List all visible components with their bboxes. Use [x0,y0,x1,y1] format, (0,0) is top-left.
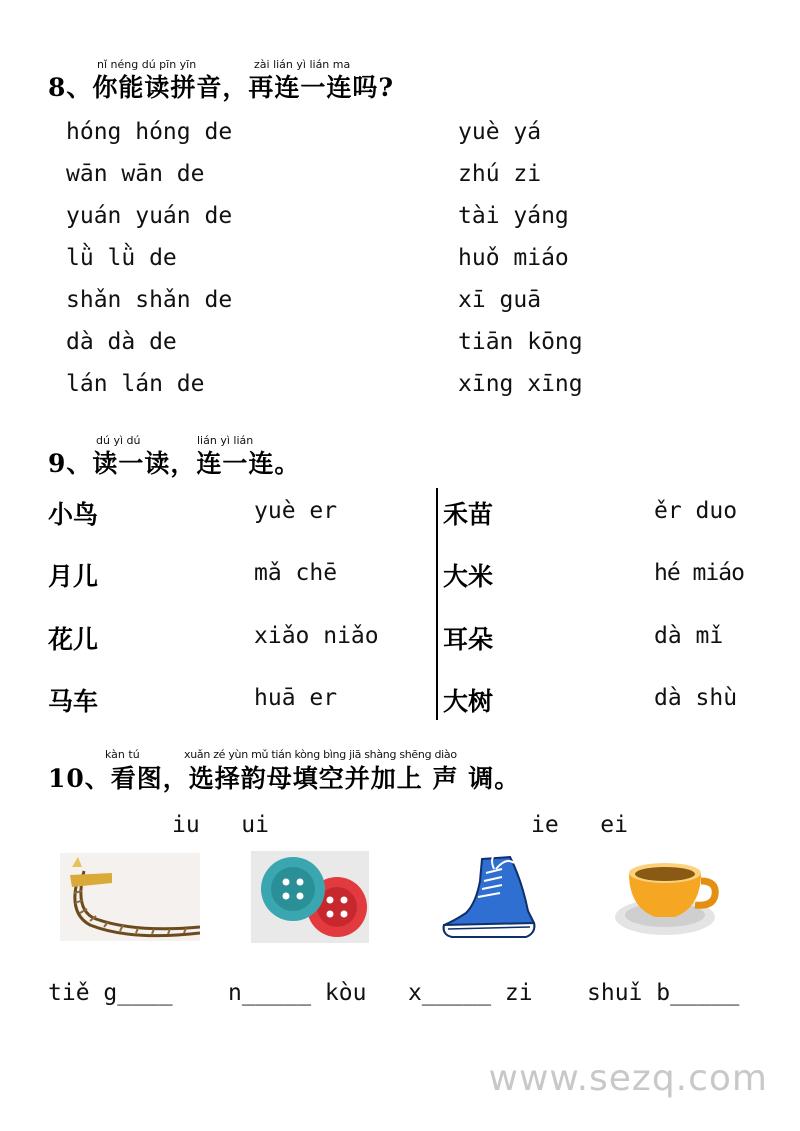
railway-track-icon [60,853,200,941]
q9-hanzi-right: 大树 [443,687,494,716]
q9-hanzi-left: 月儿 [48,562,99,591]
teacup-icon [615,851,719,941]
q9-pinyin-right: dà shù [654,685,738,711]
q8-right-item: xī guā [458,287,542,313]
q9-pinyin-left: mǎ chē [254,560,338,586]
sneaker-icon [440,851,540,941]
q9-hanzi-right: 禾苗 [443,500,494,529]
buttons-icon [251,851,369,943]
q10-options-right: ie ei [531,812,628,838]
q8-pinyin-a: nǐ néng dú pīn yīn [97,58,197,71]
watermark: www.sezq.com [488,1058,768,1099]
q9-hanzi-left: 马车 [48,687,99,716]
q9-hanzi-right: 大米 [443,562,494,591]
q9-pinyin-b: lián yì lián [197,434,254,447]
q9-title: 9、读一读，连一连。 [48,449,301,478]
q9-hanzi-left: 花儿 [48,625,99,654]
q8-right-item: zhú zi [458,161,542,187]
q10-blank-2: n_____ kòu [228,980,367,1006]
q10-title: 10、看图，选择韵母填空并加上 声 调。 [48,764,521,793]
q9-hanzi-left: 小鸟 [48,500,99,529]
q10-pinyin-b: xuǎn zé yùn mǔ tián kòng bìng jiā shàng shēng diào [184,748,457,761]
q8-title: 8、你能读拼音，再连一连吗? [48,73,395,102]
q8-left-item: shǎn shǎn de [66,287,233,313]
q8-left-item: hóng hóng de [66,119,233,145]
q10-options-left: iu ui [172,812,269,838]
q9-hanzi-right: 耳朵 [443,625,494,654]
q10-blank-3: x_____ zi [408,980,533,1006]
q8-right-item: yuè yá [458,119,542,145]
q8-left-item: lán lán de [66,371,205,397]
q8-right-item: huǒ miáo [458,245,569,271]
q8-right-item: tiān kōng [458,329,583,355]
q9-pinyin-left: huā er [254,685,338,711]
q8-right-item: xīng xīng [458,371,583,397]
q10-blank-4: shuǐ b_____ [587,980,740,1006]
q9-pinyin-right: ěr duo [654,498,738,524]
q9-pinyin-right: dà mǐ [654,623,724,649]
q9-pinyin-left: xiǎo niǎo [254,623,379,649]
q8-left-item: dà dà de [66,329,177,355]
q9-pinyin-left: yuè er [254,498,338,524]
column-divider [436,488,438,720]
q9-pinyin-right: hé miáo [654,560,744,586]
q8-pinyin-b: zài lián yì lián ma [254,58,351,71]
q8-right-item: tài yáng [458,203,569,229]
q10-pinyin-a: kàn tú [105,748,140,761]
q8-left-item: yuán yuán de [66,203,233,229]
q8-left-item: wān wān de [66,161,205,187]
q8-left-item: lǜ lǜ de [66,245,177,271]
q9-pinyin-a: dú yì dú [96,434,141,447]
q10-blank-1: tiě g____ [48,980,173,1006]
